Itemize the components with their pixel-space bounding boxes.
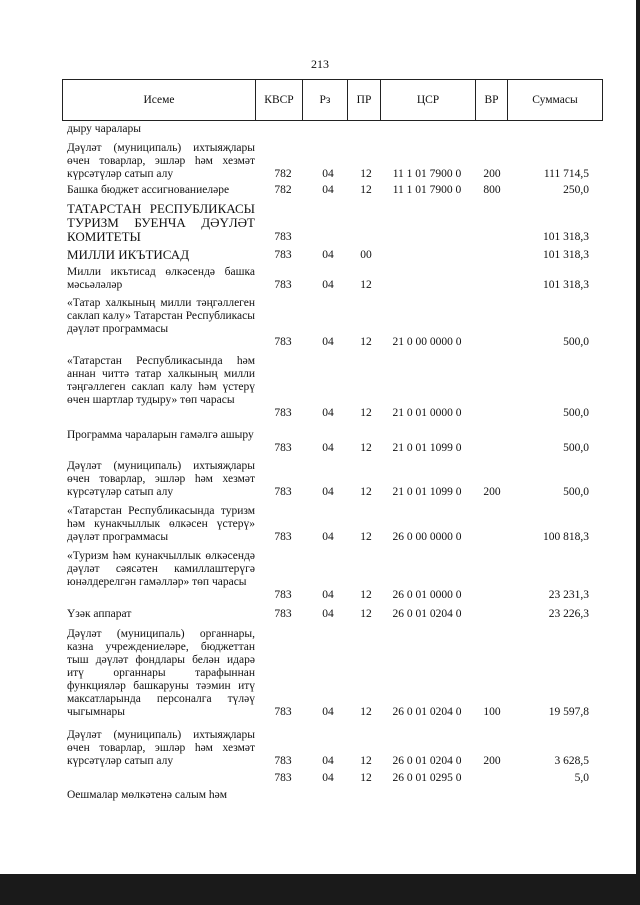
cell-pr: 12 (360, 755, 372, 767)
cell-rz: 04 (322, 168, 334, 180)
page-number: 213 (311, 57, 329, 71)
table-row (0, 729, 640, 768)
cell-kvsr: 783 (274, 772, 292, 784)
cell-rz: 04 (322, 336, 334, 348)
table-row (0, 505, 640, 544)
cell-vr: 200 (483, 755, 501, 767)
cell-pr: 12 (360, 531, 372, 543)
row-name: Башка бюджет ассигнованиеләре (67, 184, 230, 196)
cell-rz: 04 (322, 407, 334, 419)
cell-kvsr: 783 (274, 706, 292, 718)
cell-sum: 500,0 (563, 442, 589, 454)
table-row-continued (0, 789, 640, 802)
row-name: дыру чаралары (67, 123, 141, 135)
row-name: «Татарстан Республикасында һәм аннан читтә татар халкының милли тәңгәллеген саклап калу һәм үстерү өчен шартлар тудыру» төп чарасы (67, 355, 255, 406)
cell-kvsr: 783 (274, 589, 292, 601)
row-name: Оешмалар мөлкәтенә салым һәм (67, 789, 228, 801)
cell-sum: 500,0 (563, 486, 589, 498)
cell-pr: 12 (360, 168, 372, 180)
cell-sum: 3 628,5 (554, 755, 589, 767)
row-name: Дәүләт (муниципаль) органнары, казна учреждениеләре, бюджеттан тыш дәүләт фондлары белән идарә итү органнары тарафыннан функцияләр башкаруны тәэмин итү максатларында персоналга түләү чыгымнары (67, 628, 255, 718)
cell-rz: 04 (322, 184, 334, 196)
cell-csr: 11 1 01 7900 0 (392, 184, 462, 196)
cell-sum: 23 231,3 (548, 589, 589, 601)
cell-kvsr: 782 (274, 168, 292, 180)
cell-sum: 101 318,3 (543, 279, 589, 291)
cell-csr: 21 0 00 0000 0 (392, 336, 462, 348)
row-name: Үзәк аппарат (67, 608, 132, 620)
row-name: ТАТАРСТАН РЕСПУБЛИКАСЫ ТУРИЗМ БУЕНЧА ДӘҮЛӘТ КОМИТЕТЫ (67, 201, 255, 244)
cell-kvsr: 783 (274, 336, 292, 348)
cell-csr: 21 0 01 0000 0 (392, 407, 462, 419)
cell-pr: 12 (360, 279, 372, 291)
cell-pr: 12 (360, 589, 372, 601)
cell-rz: 04 (322, 772, 334, 784)
table-row (0, 142, 640, 181)
table-row (0, 123, 640, 136)
table-row (0, 550, 640, 602)
table-row (0, 429, 640, 455)
cell-pr: 12 (360, 608, 372, 620)
cell-pr: 12 (360, 336, 372, 348)
cell-rz: 04 (322, 608, 334, 620)
cell-sum: 111 714,5 (543, 168, 589, 180)
header-kvsr: КВСР (256, 80, 303, 120)
cell-sum: 101 318,3 (543, 249, 589, 261)
cell-kvsr: 783 (274, 442, 292, 454)
cell-rz: 04 (322, 706, 334, 718)
table-row (0, 248, 640, 262)
cell-sum: 100 818,3 (543, 531, 589, 543)
scan-border (0, 874, 640, 905)
header-rz: Рз (303, 80, 348, 120)
header-vr: ВР (476, 80, 508, 120)
cell-pr: 00 (360, 249, 372, 261)
table-row (0, 355, 640, 420)
cell-vr: 800 (483, 184, 501, 196)
cell-pr: 12 (360, 442, 372, 454)
cell-pr: 12 (360, 706, 372, 718)
cell-rz: 04 (322, 755, 334, 767)
cell-pr: 12 (360, 486, 372, 498)
cell-csr: 26 0 00 0000 0 (392, 531, 462, 543)
cell-csr: 26 0 01 0204 0 (392, 608, 462, 620)
table-row (0, 266, 640, 292)
cell-csr: 11 1 01 7900 0 (392, 168, 462, 180)
cell-vr: 200 (483, 168, 501, 180)
cell-rz: 04 (322, 279, 334, 291)
cell-sum: 23 226,3 (548, 608, 589, 620)
cell-kvsr: 783 (274, 531, 292, 543)
row-name: «Татарстан Республикасында туризм һәм кунакчыллык өлкәсен үстерү» дәүләт программасы (67, 505, 255, 543)
cell-csr: 26 0 01 0000 0 (392, 589, 462, 601)
table-row (0, 297, 640, 349)
table-row (0, 628, 640, 719)
row-name: «Татар халкының милли тәңгәллеген саклап калу» Татарстан Республикасы дәүләт программасы (67, 297, 255, 335)
cell-sum: 19 597,8 (548, 706, 589, 718)
cell-csr: 21 0 01 1099 0 (392, 442, 462, 454)
cell-sum: 5,0 (574, 772, 589, 784)
row-name: Программа чараларын гамәлгә ашыру (67, 429, 254, 441)
cell-rz: 04 (322, 486, 334, 498)
cell-csr: 26 0 01 0204 0 (392, 706, 462, 718)
table-row (0, 184, 640, 197)
cell-sum: 250,0 (563, 184, 589, 196)
cell-csr: 26 0 01 0204 0 (392, 755, 462, 767)
cell-rz: 04 (322, 531, 334, 543)
cell-kvsr: 782 (274, 184, 292, 196)
cell-pr: 12 (360, 407, 372, 419)
cell-pr: 12 (360, 772, 372, 784)
header-name: Исеме (63, 80, 256, 120)
cell-sum: 101 318,3 (543, 231, 589, 243)
table-row (0, 460, 640, 499)
row-name: «Туризм һәм кунакчыллык өлкәсендә дәүләт сәясәтен камиллаштерүгә юнәлдерелгән гамәлләр» төп чарасы (67, 550, 255, 588)
cell-csr: 21 0 01 1099 0 (392, 486, 462, 498)
cell-rz: 04 (322, 249, 334, 261)
cell-csr: 26 0 01 0295 0 (392, 772, 462, 784)
cell-kvsr: 783 (274, 608, 292, 620)
cell-rz: 04 (322, 589, 334, 601)
header-csr: ЦСР (381, 80, 476, 120)
table-row (0, 202, 640, 244)
cell-vr: 100 (483, 706, 501, 718)
row-name: Дәүләт (муниципаль) ихтыяҗлары өчен товарлар, эшләр һәм хезмәт күрсәтүләр сатып алу (67, 142, 255, 180)
cell-kvsr: 783 (274, 231, 292, 243)
cell-kvsr: 783 (274, 486, 292, 498)
cell-kvsr: 783 (274, 279, 292, 291)
cell-kvsr: 783 (274, 407, 292, 419)
table-row (0, 772, 640, 785)
row-name: МИЛЛИ ИКЪТИСАД (67, 247, 190, 262)
row-name: Дәүләт (муниципаль) ихтыяҗлары өчен товарлар, эшләр һәм хезмәт күрсәтүләр сатып алу (67, 460, 255, 498)
cell-vr: 200 (483, 486, 501, 498)
row-name: Милли икътисад өлкәсендә башка мәсьәләләр (67, 266, 255, 291)
cell-kvsr: 783 (274, 755, 292, 767)
scan-edge (636, 0, 640, 874)
table-row (0, 608, 640, 621)
cell-pr: 12 (360, 184, 372, 196)
header-sum: Суммасы (532, 94, 578, 106)
table-header (62, 79, 603, 121)
cell-sum: 500,0 (563, 336, 589, 348)
header-pr: ПР (348, 80, 381, 120)
row-name: Дәүләт (муниципаль) ихтыяҗлары өчен товарлар, эшләр һәм хезмәт күрсәтүләр сатып алу (67, 729, 255, 767)
cell-kvsr: 783 (274, 249, 292, 261)
cell-sum: 500,0 (563, 407, 589, 419)
cell-rz: 04 (322, 442, 334, 454)
